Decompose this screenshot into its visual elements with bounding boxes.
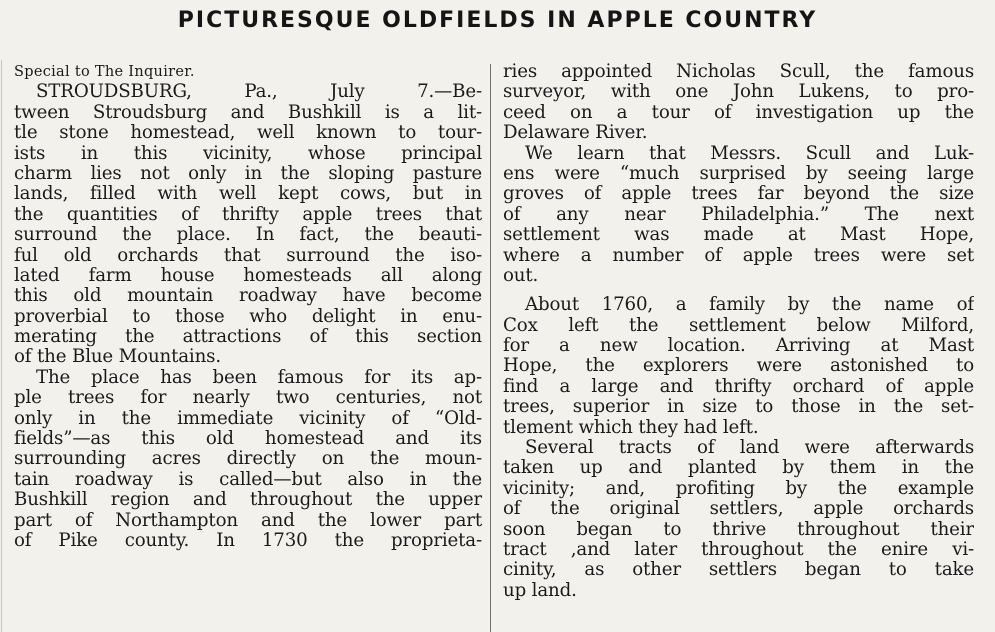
text-line: find a large and thrifty orchard of apple xyxy=(503,376,974,397)
text-line: settlement was made at Mast Hope, xyxy=(503,225,974,246)
text-line: trees, superior in size to those in the set- xyxy=(503,397,974,418)
text-line: Several tracts of land were afterwards xyxy=(525,438,974,459)
text-line: for a new location. Arriving at Mast xyxy=(503,336,974,357)
text-line: of the original settlers, apple orchards xyxy=(503,499,974,520)
text-line: Cox left the settlement below Milford, xyxy=(503,315,974,336)
text-line: ceed on a tour of investigation up the xyxy=(503,102,974,123)
text-line: surveyor, with one John Lukens, to pro- xyxy=(503,82,974,103)
text-line: We learn that Messrs. Scull and Luk- xyxy=(525,143,974,164)
text-line: charm lies not only in the sloping pasture xyxy=(14,163,482,184)
text-line: out. xyxy=(503,265,539,286)
text-line: ries appointed Nicholas Scull, the famous xyxy=(503,62,974,82)
column-divider xyxy=(490,64,491,632)
text-line: surrounding acres directly on the moun- xyxy=(14,449,482,470)
text-line: lated farm house homesteads all along xyxy=(14,265,482,286)
text-line: taken up and planted by them in the xyxy=(503,458,974,479)
text-line: soon began to thrive throughout their xyxy=(503,519,974,540)
text-line: where a number of apple trees were set xyxy=(503,245,974,266)
text-line: merating the attractions of this section xyxy=(14,327,482,348)
text-line: tlement which they had left. xyxy=(503,417,759,438)
clipping-edge xyxy=(1,60,2,632)
text-line: ful old orchards that surround the iso- xyxy=(14,245,482,266)
text-line: fields”—as this old homestead and its xyxy=(14,429,482,450)
text-line: tween Stroudsburg and Bushkill is a lit- xyxy=(14,102,482,123)
text-line: vicinity; and, profiting by the example xyxy=(503,478,974,499)
text-line: ists in this vicinity, whose principal xyxy=(14,143,482,164)
text-line: this old mountain roadway have become xyxy=(14,286,482,307)
text-line: ple trees for nearly two centuries, not xyxy=(14,388,482,409)
text-line: About 1760, a family by the name of xyxy=(525,295,974,316)
right-column xyxy=(503,62,974,601)
text-line: proverbial to those who delight in enu- xyxy=(14,306,482,327)
left-column xyxy=(14,62,482,551)
text-line: The place has been famous for its ap- xyxy=(36,367,482,388)
text-line: Hope, the explorers were astonished to xyxy=(503,356,974,377)
text-line: cinity, as other settlers began to take xyxy=(503,560,974,581)
text-line: part of Northampton and the lower part xyxy=(14,510,482,531)
text-line: the quantities of thrifty apple trees that xyxy=(14,204,482,225)
text-line: only in the immediate vicinity of “Old- xyxy=(14,408,482,429)
text-line: tle stone homestead, well known to tour- xyxy=(14,123,482,144)
text-line: tain roadway is called—but also in the xyxy=(14,469,482,490)
paragraph-gap xyxy=(503,286,974,295)
text-line: ens were “much surprised by seeing large xyxy=(503,163,974,184)
byline: Special to The Inquirer. xyxy=(14,64,195,80)
text-line: tract ,and later throughout the enire vi- xyxy=(503,539,974,560)
text-line: groves of apple trees far beyond the size xyxy=(503,184,974,205)
text-line: Bushkill region and throughout the upper xyxy=(14,490,482,511)
text-line: surround the place. In fact, the beauti- xyxy=(14,225,482,246)
text-line: of any near Philadelphia.” The next xyxy=(503,204,974,225)
text-line: lands, filled with well kept cows, but in xyxy=(14,184,482,205)
text-line: of the Blue Mountains. xyxy=(14,347,221,368)
headline: PICTURESQUE OLDFIELDS IN APPLE COUNTRY xyxy=(177,8,818,33)
text-line: Delaware River. xyxy=(503,123,648,144)
dateline-paragraph-line: STROUDSBURG, Pa., July 7.—Be- xyxy=(36,82,482,103)
text-line: up land. xyxy=(503,580,577,601)
text-line: of Pike county. In 1730 the proprieta- xyxy=(14,530,482,551)
